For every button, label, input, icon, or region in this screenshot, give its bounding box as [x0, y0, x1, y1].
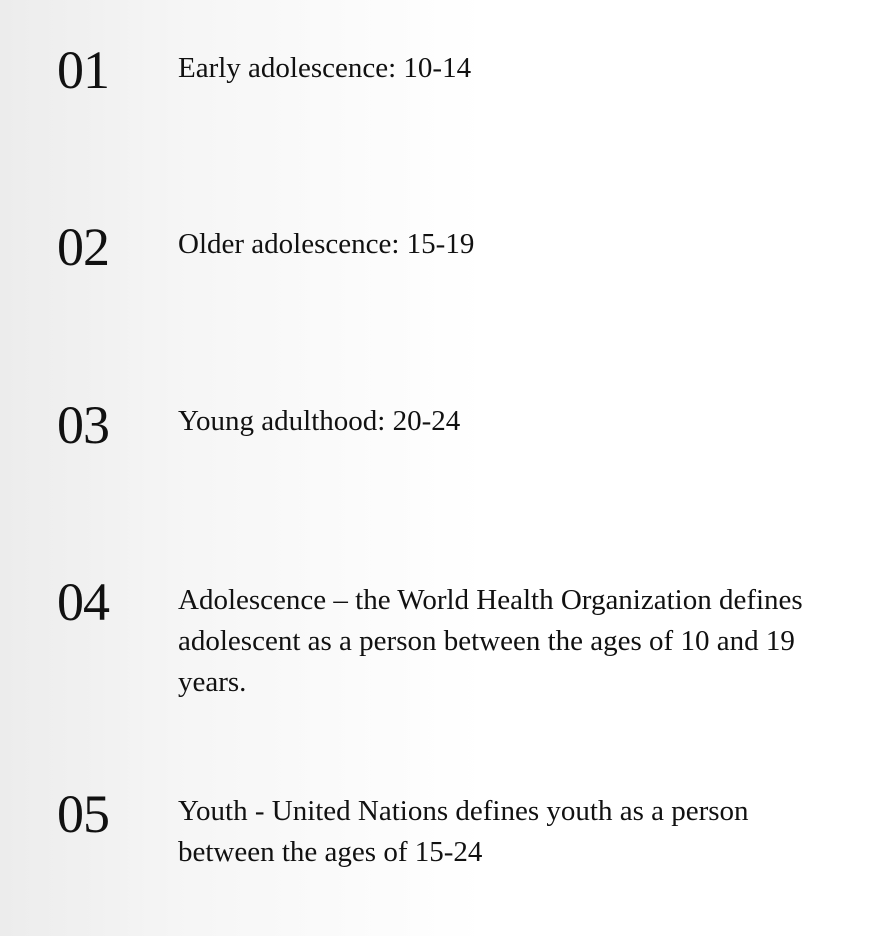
- item-number: 02: [57, 217, 109, 277]
- item-number: 01: [57, 40, 109, 100]
- item-text: Adolescence – the World Health Organization defines adolescent as a person between the ages of 10 and 19 years.: [178, 584, 803, 698]
- item-text: Young adulthood: 20-24: [178, 405, 461, 437]
- item-text: Early adolescence: 10-14: [178, 52, 472, 84]
- item-number: 05: [57, 784, 109, 844]
- item-number: 03: [57, 395, 109, 455]
- item-number: 04: [57, 572, 109, 632]
- item-text: Youth - United Nations defines youth as a person between the ages of 15-24: [178, 795, 749, 868]
- item-text: Older adolescence: 15-19: [178, 228, 475, 260]
